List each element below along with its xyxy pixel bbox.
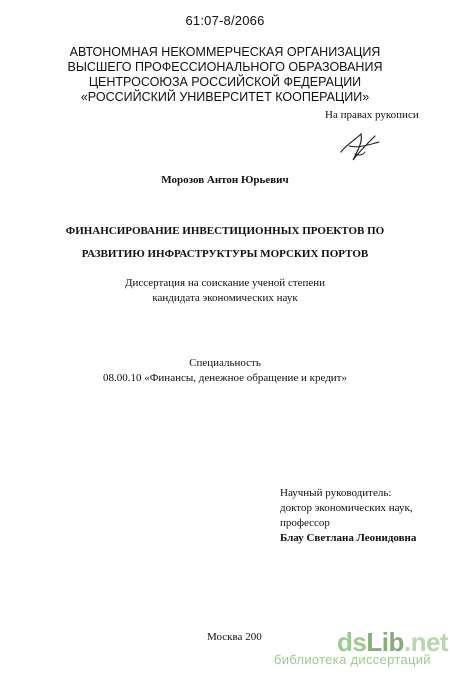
title-line: ФИНАНСИРОВАНИЕ ИНВЕСТИЦИОННЫХ ПРОЕКТОВ ПО — [65, 225, 385, 237]
supervisor-degree: доктор экономических наук, — [280, 502, 413, 514]
watermark-logo-part: ds — [337, 627, 367, 657]
dissertation-subtitle — [0, 276, 450, 306]
archive-stamp: 61:07-8/2066 — [185, 13, 265, 28]
organization-line: ВЫСШЕГО ПРОФЕССИОНАЛЬНОГО ОБРАЗОВАНИЯ — [67, 60, 383, 74]
rights-note: На правах рукописи — [325, 109, 419, 121]
author-name: Морозов Антон Юрьевич — [161, 174, 289, 186]
watermark-logo-part: Lib — [366, 627, 404, 657]
organization-line: «РОССИЙСКИЙ УНИВЕРСИТЕТ КООПЕРАЦИИ» — [80, 90, 370, 104]
supervisor-name: Блау Светлана Леонидовна — [280, 532, 417, 544]
city-year: Москва 200 — [207, 631, 262, 643]
watermark-subtitle: библиотека диссертаций — [274, 652, 431, 667]
supervisor-block — [280, 486, 416, 546]
dissertation-title — [0, 220, 450, 266]
subtitle-line: кандидата экономических наук — [152, 292, 298, 304]
subtitle-line: Диссертация на соискание ученой степени — [124, 277, 326, 289]
title-line: РАЗВИТИЮ ИНФРАСТРУКТУРЫ МОРСКИХ ПОРТОВ — [81, 248, 369, 260]
supervisor-rank: профессор — [280, 517, 330, 529]
organization-header — [0, 45, 450, 105]
organization-line: ЦЕНТРОСОЮЗА РОССИЙСКОЙ ФЕДЕРАЦИИ — [88, 75, 362, 89]
speciality-label: Специальность — [189, 357, 261, 369]
organization-line: АВТОНОМНАЯ НЕКОММЕРЧЕСКАЯ ОРГАНИЗАЦИЯ — [69, 45, 381, 59]
supervisor-role: Научный руководитель: — [280, 487, 392, 499]
handwritten-signature — [335, 122, 385, 167]
speciality-block — [0, 356, 450, 386]
watermark-logo-part: .net — [403, 627, 449, 657]
speciality-code: 08.00.10 «Финансы, денежное обращение и кредит» — [102, 372, 347, 384]
